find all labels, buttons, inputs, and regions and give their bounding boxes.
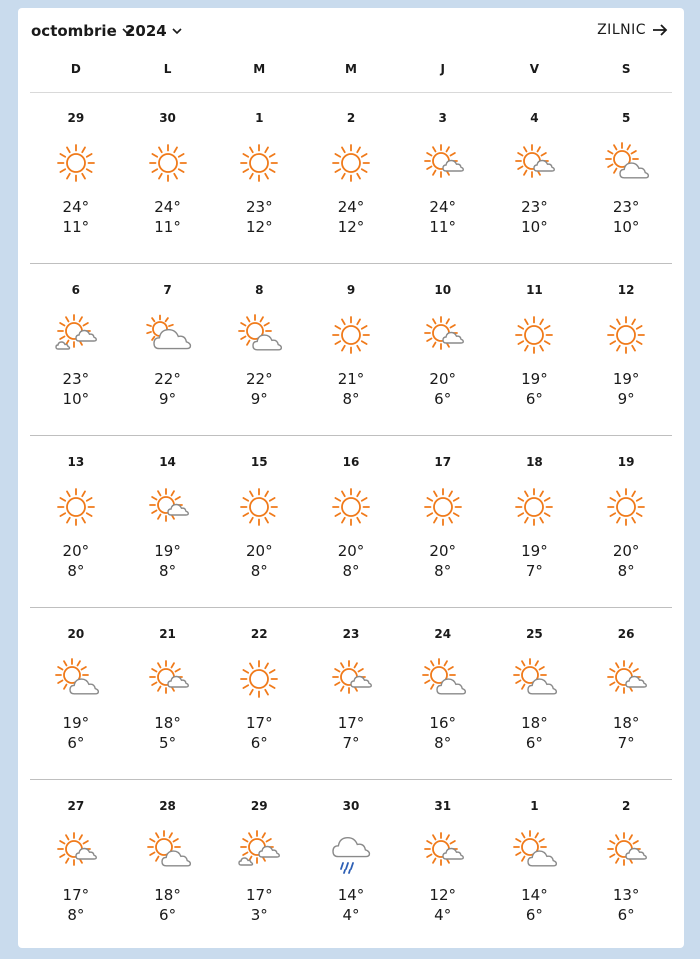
min-temperature: 11° (154, 218, 181, 236)
max-temperature: 14° (337, 886, 365, 904)
min-temperature: 6° (525, 906, 543, 924)
sun-icon (602, 311, 650, 359)
sun-icon (510, 311, 558, 359)
sun-cloud-icon (419, 827, 467, 875)
day-cell[interactable] (580, 264, 672, 435)
calendar-grid (30, 92, 672, 951)
day-number: 17 (434, 455, 452, 469)
max-temperature: 20° (429, 370, 456, 388)
sun-icon (235, 655, 283, 703)
min-temperature: 8° (617, 562, 635, 580)
sun-cloud-icon (144, 655, 192, 703)
max-temperature: 20° (245, 542, 273, 560)
weekday-label: D (70, 62, 81, 76)
min-temperature: 8° (342, 562, 360, 580)
max-temperature: 17° (337, 714, 365, 732)
day-number: 26 (617, 627, 635, 641)
day-number: 10 (434, 283, 452, 297)
min-temperature: 11° (62, 218, 90, 236)
day-number: 2 (346, 111, 356, 125)
max-temperature: 18° (154, 886, 181, 904)
daily-view-label: ZILNIC (597, 22, 646, 38)
max-temperature: 18° (612, 714, 640, 732)
calendar-card (18, 8, 684, 948)
sun-clouds-icon (235, 827, 283, 875)
sun-clouds-icon (52, 311, 100, 359)
day-cell[interactable] (580, 436, 672, 607)
max-temperature: 23° (62, 370, 90, 388)
partly-cloudy-icon (52, 655, 100, 703)
week-row (30, 264, 672, 436)
day-cell[interactable] (305, 436, 397, 607)
min-temperature: 9° (250, 390, 268, 408)
day-number: 9 (346, 283, 356, 297)
max-temperature: 20° (62, 542, 90, 560)
min-temperature: 8° (342, 390, 360, 408)
max-temperature: 24° (62, 198, 90, 216)
min-temperature: 8° (67, 906, 85, 924)
max-temperature: 22° (154, 370, 181, 388)
daily-view-link[interactable] (597, 22, 668, 38)
day-number: 3 (438, 111, 447, 125)
day-cell[interactable] (397, 608, 489, 779)
min-temperature: 12° (337, 218, 365, 236)
max-temperature: 23° (612, 198, 640, 216)
sun-icon (52, 139, 100, 187)
max-temperature: 20° (429, 542, 456, 560)
day-number: 28 (159, 799, 176, 813)
day-cell[interactable] (122, 264, 214, 435)
year-label: 2024 (125, 22, 167, 40)
max-temperature: 22° (245, 370, 273, 388)
day-number: 13 (67, 455, 85, 469)
min-temperature: 7° (617, 734, 635, 752)
min-temperature: 6° (617, 906, 635, 924)
max-temperature: 14° (521, 886, 548, 904)
min-temperature: 10° (612, 218, 640, 236)
day-cell[interactable] (397, 92, 489, 263)
min-temperature: 7° (342, 734, 360, 752)
max-temperature: 12° (429, 886, 456, 904)
weekday-label: M (345, 62, 357, 76)
weekday-label: L (163, 62, 172, 76)
day-cell[interactable] (489, 436, 581, 607)
day-cell[interactable] (305, 264, 397, 435)
day-number: 25 (526, 627, 543, 641)
min-temperature: 8° (250, 562, 268, 580)
day-number: 11 (526, 283, 543, 297)
day-cell[interactable] (122, 92, 214, 263)
day-cell[interactable] (213, 780, 305, 951)
arrow-right-icon (652, 24, 668, 36)
day-cell[interactable] (489, 264, 581, 435)
day-cell[interactable] (489, 608, 581, 779)
day-number: 31 (434, 799, 452, 813)
sun-icon (602, 483, 650, 531)
day-number: 24 (434, 627, 452, 641)
max-temperature: 18° (521, 714, 548, 732)
day-cell[interactable] (305, 780, 397, 951)
day-number: 19 (617, 455, 635, 469)
partly-cloudy-icon (235, 311, 283, 359)
day-cell[interactable] (213, 608, 305, 779)
sun-icon (52, 483, 100, 531)
day-cell[interactable] (580, 92, 672, 263)
day-number: 12 (617, 283, 635, 297)
weekday-label: J (440, 62, 445, 76)
sun-cloud-icon (419, 311, 467, 359)
day-cell[interactable] (305, 608, 397, 779)
week-row (30, 608, 672, 780)
day-number: 7 (163, 283, 172, 297)
sun-icon (510, 483, 558, 531)
max-temperature: 24° (154, 198, 181, 216)
max-temperature: 23° (245, 198, 273, 216)
min-temperature: 8° (434, 734, 452, 752)
day-number: 4 (530, 111, 539, 125)
max-temperature: 20° (337, 542, 365, 560)
partly-cloudy-icon (510, 655, 558, 703)
sun-cloud-icon (602, 827, 650, 875)
month-label: octombrie (31, 22, 117, 40)
day-number: 29 (250, 799, 268, 813)
min-temperature: 7° (525, 562, 543, 580)
partly-cloudy-icon (510, 827, 558, 875)
sun-icon (327, 311, 375, 359)
week-row (30, 780, 672, 951)
max-temperature: 17° (245, 714, 273, 732)
day-number: 30 (159, 111, 176, 125)
max-temperature: 19° (154, 542, 181, 560)
max-temperature: 19° (521, 542, 548, 560)
min-temperature: 4° (342, 906, 360, 924)
day-number: 20 (67, 627, 85, 641)
min-temperature: 10° (521, 218, 548, 236)
sun-icon (235, 483, 283, 531)
day-number: 16 (342, 455, 360, 469)
day-number: 1 (530, 799, 539, 813)
max-temperature: 20° (612, 542, 640, 560)
day-number: 22 (250, 627, 268, 641)
max-temperature: 19° (521, 370, 548, 388)
sun-icon (327, 483, 375, 531)
day-cell[interactable] (489, 780, 581, 951)
max-temperature: 23° (521, 198, 548, 216)
sun-icon (419, 483, 467, 531)
day-number: 18 (526, 455, 543, 469)
max-temperature: 16° (429, 714, 456, 732)
week-row (30, 92, 672, 264)
day-cell[interactable] (213, 436, 305, 607)
sun-icon (327, 139, 375, 187)
weekday-label: V (529, 62, 540, 76)
day-cell[interactable] (489, 92, 581, 263)
day-number: 15 (250, 455, 268, 469)
day-number: 8 (255, 283, 264, 297)
day-number: 2 (621, 799, 631, 813)
day-cell[interactable] (30, 780, 122, 951)
day-cell[interactable] (213, 92, 305, 263)
day-cell[interactable] (122, 436, 214, 607)
min-temperature: 6° (525, 734, 543, 752)
min-temperature: 9° (617, 390, 635, 408)
sun-cloud-icon (144, 483, 192, 531)
partly-cloudy-icon (602, 139, 650, 187)
max-temperature: 24° (337, 198, 365, 216)
day-number: 23 (342, 627, 360, 641)
day-cell[interactable] (397, 264, 489, 435)
day-cell[interactable] (580, 608, 672, 779)
weekday-label: M (253, 62, 266, 76)
sun-cloud-icon (602, 655, 650, 703)
sun-icon (235, 139, 283, 187)
day-number: 1 (255, 111, 264, 125)
day-cell[interactable] (30, 608, 122, 779)
min-temperature: 11° (429, 218, 456, 236)
max-temperature: 24° (429, 198, 456, 216)
day-cell[interactable] (30, 436, 122, 607)
cloudy-icon (144, 311, 192, 359)
min-temperature: 12° (245, 218, 273, 236)
day-number: 27 (67, 799, 85, 813)
month-selector[interactable] (31, 22, 133, 40)
day-cell[interactable] (30, 264, 122, 435)
day-number: 30 (342, 799, 360, 813)
max-temperature: 19° (62, 714, 90, 732)
day-number: 21 (159, 627, 176, 641)
sun-cloud-icon (419, 139, 467, 187)
min-temperature: 6° (434, 390, 452, 408)
min-temperature: 10° (62, 390, 90, 408)
day-cell[interactable] (305, 92, 397, 263)
max-temperature: 21° (337, 370, 365, 388)
max-temperature: 17° (245, 886, 273, 904)
weekday-label: S (621, 62, 631, 76)
min-temperature: 6° (525, 390, 543, 408)
day-cell[interactable] (122, 608, 214, 779)
max-temperature: 17° (62, 886, 90, 904)
min-temperature: 5° (159, 734, 177, 752)
day-number: 14 (159, 455, 176, 469)
sun-cloud-icon (327, 655, 375, 703)
max-temperature: 19° (612, 370, 640, 388)
min-temperature: 3° (250, 906, 268, 924)
min-temperature: 6° (67, 734, 85, 752)
day-cell[interactable] (397, 780, 489, 951)
weekday-header (30, 62, 672, 93)
min-temperature: 8° (159, 562, 177, 580)
day-cell[interactable] (122, 780, 214, 951)
calendar-header (18, 8, 684, 54)
min-temperature: 6° (159, 906, 177, 924)
day-number: 29 (67, 111, 85, 125)
day-cell[interactable] (580, 780, 672, 951)
partly-cloudy-icon (419, 655, 467, 703)
min-temperature: 8° (67, 562, 85, 580)
day-cell[interactable] (30, 92, 122, 263)
sun-cloud-icon (510, 139, 558, 187)
sun-cloud-icon (52, 827, 100, 875)
max-temperature: 18° (154, 714, 181, 732)
day-cell[interactable] (397, 436, 489, 607)
day-number: 6 (71, 283, 81, 297)
day-cell[interactable] (213, 264, 305, 435)
min-temperature: 6° (250, 734, 268, 752)
rain-icon (327, 827, 375, 875)
max-temperature: 13° (612, 886, 640, 904)
day-number: 5 (621, 111, 631, 125)
min-temperature: 8° (434, 562, 452, 580)
partly-cloudy-icon (144, 827, 192, 875)
min-temperature: 4° (434, 906, 452, 924)
week-row (30, 436, 672, 608)
sun-icon (144, 139, 192, 187)
min-temperature: 9° (159, 390, 177, 408)
year-selector[interactable] (125, 22, 183, 40)
chevron-down-icon (171, 25, 183, 37)
